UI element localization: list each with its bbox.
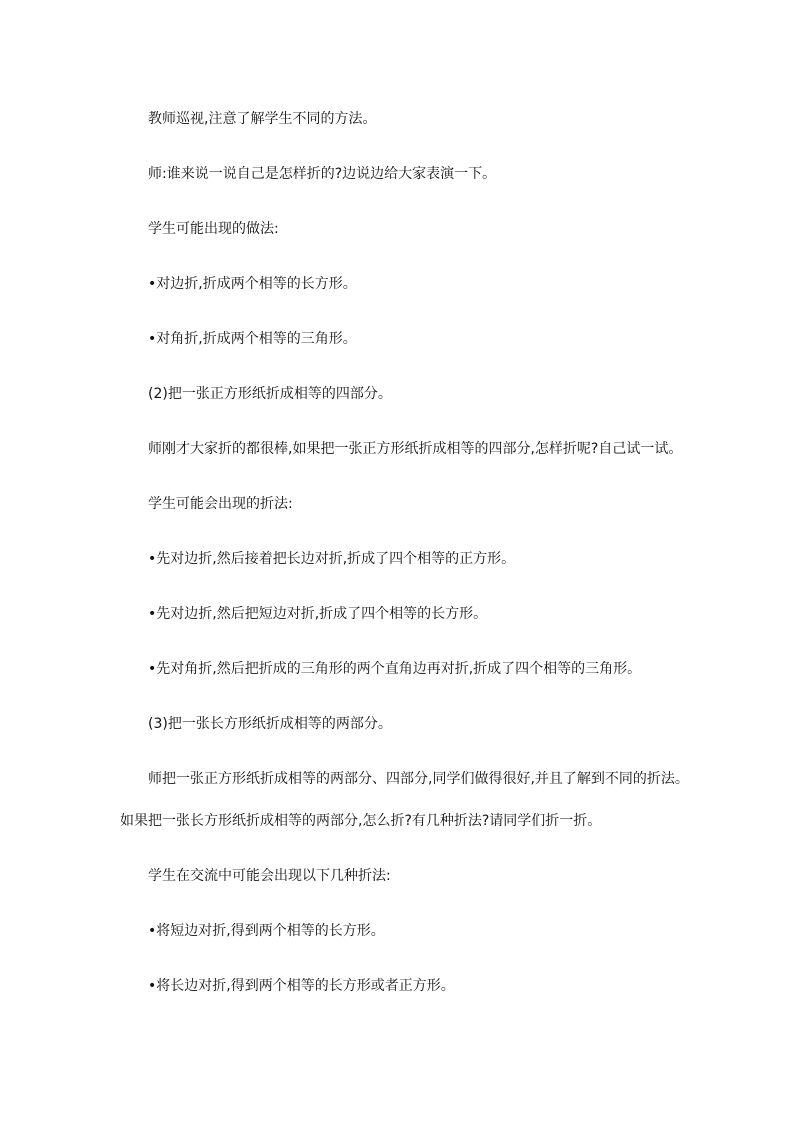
bullet-long-edge: •将长边对折,得到两个相等的长方形或者正方形。 [148,978,455,994]
bullet-short-edge: •将短边对折,得到两个相等的长方形。 [148,923,385,939]
paragraph-teacher-rectangle-cont: 如果把一张长方形纸折成相等的两部分,怎么折?有几种折法?请同学们折一折。 [120,813,602,829]
bullet-fold-corners: •对角折,折成两个相等的三角形。 [148,331,357,347]
paragraph-teacher-question: 师:谁来说一说自己是怎样折的?边说边给大家表演一下。 [148,166,497,182]
paragraph-teacher-patrol: 教师巡视,注意了解学生不同的方法。 [148,111,377,127]
paragraph-student-methods-intro: 学生可能出现的做法: [148,221,279,237]
section-heading-3: (3)把一张长方形纸折成相等的两部分。 [148,716,392,732]
paragraph-student-folds-intro: 学生可能会出现的折法: [148,496,293,512]
paragraph-exchange-intro: 学生在交流中可能会出现以下几种折法: [148,868,391,884]
bullet-four-rectangles: •先对边折,然后把短边对折,折成了四个相等的长方形。 [148,606,488,622]
bullet-four-triangles: •先对角折,然后把折成的三角形的两个直角边再对折,折成了四个相等的三角形。 [148,661,642,677]
paragraph-teacher-four-parts: 师刚才大家折的都很棒,如果把一张正方形纸折成相等的四部分,怎样折呢?自己试一试。 [148,441,683,457]
section-heading-2: (2)把一张正方形纸折成相等的四部分。 [148,386,392,402]
bullet-fold-edges: •对边折,折成两个相等的长方形。 [148,276,357,292]
bullet-four-squares: •先对边折,然后接着把长边对折,折成了四个相等的正方形。 [148,551,516,567]
paragraph-teacher-rectangle: 师把一张正方形纸折成相等的两部分、四部分,同学们做得很好,并且了解到不同的折法。 [148,771,689,787]
